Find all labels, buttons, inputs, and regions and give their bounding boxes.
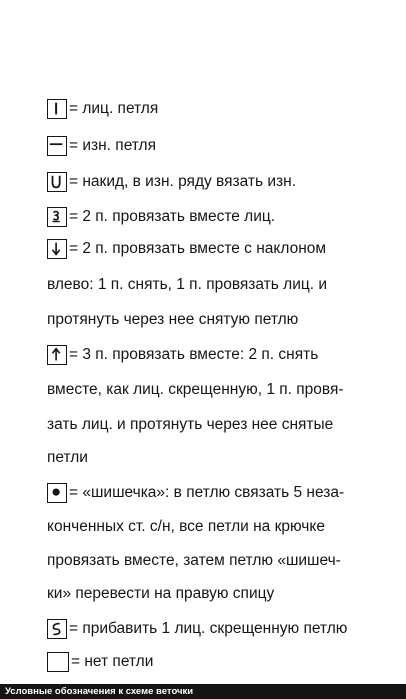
- legend-text: = изн. петля: [69, 137, 156, 154]
- legend-text: протянуть через нее снятую петлю: [47, 311, 299, 328]
- legend-text: = прибавить 1 лиц. скрещенную петлю: [69, 620, 348, 637]
- legend-text: = лиц. петля: [69, 100, 159, 117]
- footer-caption: Условные обозначения к схеме веточки: [0, 684, 406, 699]
- legend-item-sk3tog-cont: [47, 413, 333, 437]
- down-arrow-icon: [47, 239, 67, 259]
- legend-item-k2tog: [47, 205, 275, 229]
- empty-box-icon: [47, 652, 69, 672]
- legend-item-sk3tog: [47, 343, 318, 367]
- legend-text: провязать вместе, затем петлю «шишеч-: [47, 552, 341, 569]
- legend-text: = нет петли: [71, 653, 154, 670]
- legend-text: = 2 п. провязать вместе с наклоном: [69, 240, 327, 257]
- bobble-dot-icon: [47, 483, 67, 503]
- up-arrow-icon: [47, 345, 67, 365]
- horizontal-bar-icon: [47, 136, 67, 156]
- legend-item-ssk-cont: [47, 308, 298, 332]
- legend-text: петли: [47, 449, 88, 466]
- legend-text: = 3 п. провязать вместе: 2 п. снять: [69, 346, 319, 363]
- legend-item-no-stitch: [47, 650, 153, 674]
- twisted-increase-icon: [47, 619, 67, 639]
- legend-item-ssk-cont: [47, 273, 327, 297]
- legend-item-yarn-over: [47, 170, 296, 194]
- u-shape-icon: [47, 172, 67, 192]
- legend-text: вместе, как лиц. скрещенную, 1 п. провя-: [47, 381, 344, 398]
- legend-text: конченных ст. с/н, все петли на крючке: [47, 518, 325, 535]
- legend-item-bobble-cont: [47, 515, 325, 539]
- legend-item-sk3tog-cont: [47, 446, 88, 470]
- legend-item-bobble-cont: [47, 582, 274, 606]
- legend-text: влево: 1 п. снять, 1 п. провязать лиц. и: [47, 276, 327, 293]
- legend-item-increase: [47, 617, 347, 641]
- vertical-bar-icon: [47, 99, 67, 119]
- two-together-icon: [47, 207, 67, 227]
- legend-item-bobble-cont: [47, 549, 341, 573]
- legend-text: = 2 п. провязать вместе лиц.: [69, 208, 276, 225]
- legend-item-bobble: [47, 481, 344, 505]
- legend-text: = накид, в изн. ряду вязать изн.: [69, 173, 297, 190]
- legend-item-purl: [47, 134, 156, 158]
- legend-item-sk3tog-cont: [47, 378, 344, 402]
- legend-text: зать лиц. и протянуть через нее снятые: [47, 416, 334, 433]
- legend-item-knit: [47, 97, 158, 121]
- legend-text: ки» перевести на правую спицу: [47, 585, 275, 602]
- legend-item-ssk: [47, 237, 326, 261]
- legend-text: = «шишечка»: в петлю связать 5 неза-: [69, 484, 345, 501]
